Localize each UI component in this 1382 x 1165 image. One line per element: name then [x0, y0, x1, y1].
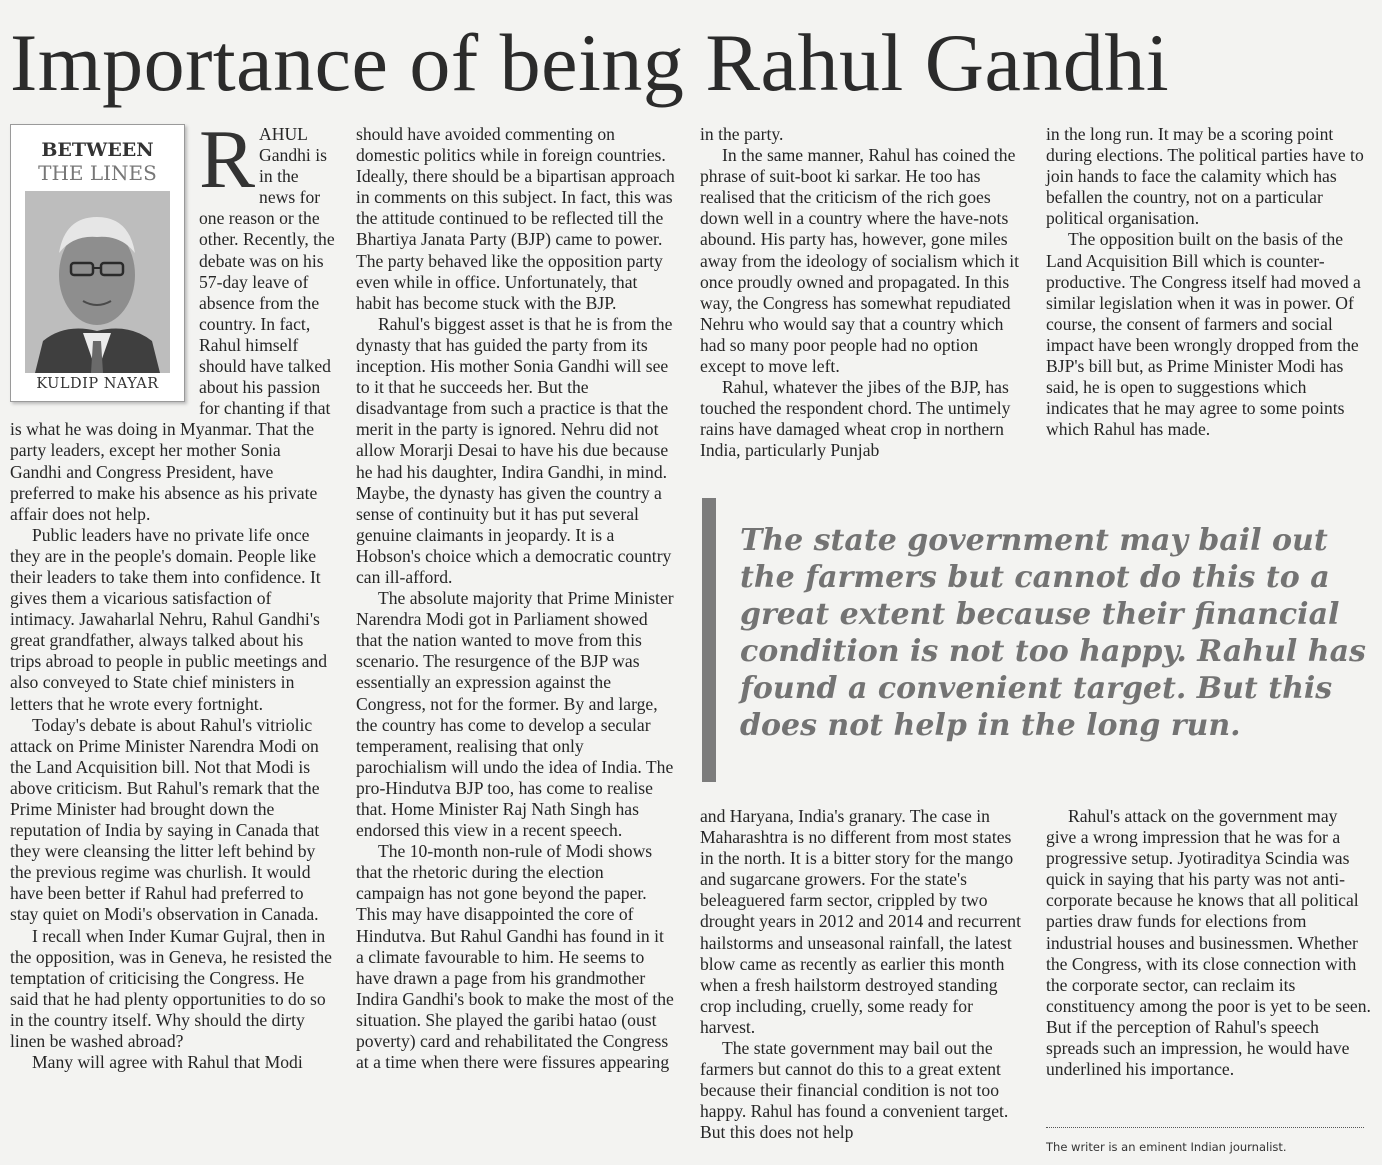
paragraph: AHUL Gandhi is in the news for one reason or the other. Recently, the debate was on his 57-day leave of absence from the country. In fact, Rahul himself should have talked about his passion for chanting if that is what he was doing in Myanmar. That the party leaders, except her mother Sonia Gandhi and Congress President, have preferred to make his absence as his private affair does not help. — [10, 124, 335, 524]
pull-quote-text: The state government may bail out the farmers but cannot do this to a great extent because their financial condition is not too happy. Rahul has found a convenient target. But this does not help in the long run. — [740, 523, 1366, 743]
article-column-3-top — [700, 124, 1028, 462]
author-name: KULDIP NAYAR — [36, 375, 159, 392]
drop-cap: R — [199, 113, 256, 206]
pull-quote-bar — [702, 498, 716, 782]
paragraph: The 10-month non-rule of Modi shows that the rhetoric during the election campaign has not gone beyond the paper. This may have disappointed the core of Hindutva. But Rahul Gandhi has found in it a climate favourable to him. He seems to have drawn a page from his grandmother Indira Gandhi's book to make the most of the situation. She played the garibi hatao (oust poverty) card and rehabilitated the Congress at a time when there were fissures appearing — [356, 841, 674, 1073]
headline: Importance of being Rahul Gandhi — [10, 17, 1170, 108]
paragraph: In the same manner, Rahul has coined the phrase of suit-boot ki sarkar. He too has realised that the criticism of the rich goes down well in a country where the have-nots abound. His party has, however, gone miles away from the ideology of socialism which it once proudly owned and propagated. In this way, the Congress has somewhat repudiated Nehru who would say that a country which had so many poor people had no option except to move left. — [700, 145, 1020, 377]
paragraph: should have avoided commenting on domestic politics while in foreign countries. Ideally, there should be a bipartisan approach in comments on this subject. In fact, this was the attitude continued to be reflected till the Bhartiya Janata Party (BJP) came to power. The party behaved like the opposition party even while in office. Unfortunately, that habit has become stuck with the BJP. — [356, 124, 675, 313]
article-column-4-top — [1046, 124, 1372, 440]
columnist-box — [10, 124, 185, 402]
column-title-line2: THE LINES — [38, 161, 157, 185]
author-portrait-image — [25, 191, 170, 373]
paragraph: Many will agree with Rahul that Modi — [32, 1052, 303, 1073]
paragraph: The state government may bail out the farmers but cannot do this to a great extent because their financial condition is not too happy. Rahul has found a convenient target. But this does not help — [700, 1038, 1009, 1143]
paragraph: in the party. — [700, 124, 784, 144]
article-column-3-bottom — [700, 806, 1028, 1144]
article-column-1 — [10, 113, 336, 1073]
paragraph: I recall when Inder Kumar Gujral, then in the opposition, was in Geneva, he resisted the temptation of criticising the Congress. He said that he had plenty opportunities to do so in the country itself. Why should the dirty linen be washed abroad? — [10, 925, 332, 1052]
paragraph: Public leaders have no private life once they are in the people's domain. People like their leaders to take them into confidence. It gives them a vicarious satisfaction of intimacy. Jawaharlal Nehru, Rahul Gandhi's great grandfather, always talked about his trips abroad to people in public meetings and also conveyed to State chief ministers in letters that he wrote every fortnight. — [10, 524, 328, 714]
author-photo — [25, 191, 170, 373]
paragraph: Rahul's attack on the government may give a wrong impression that he was for a progressive setup. Jyotiraditya Scindia was quick in saying that his party was not anti-corporate because he knows that all political parties draw funds for elections from industrial houses and businessmen. Whether the Congress, with its close connection with the corporate sector, can reclaim its constituency among the poor is yet to be seen. But if the perception of Rahul's speech spreads such an impression, he would have underlined his importance. — [1046, 806, 1371, 1080]
paragraph: Rahul, whatever the jibes of the BJP, has touched the respondent chord. The untimely rains have damaged wheat crop in northern India, particularly Punjab — [700, 377, 1011, 461]
column-title-line1: BETWEEN — [41, 139, 154, 161]
author-credit: The writer is an eminent Indian journalist. — [1046, 1140, 1287, 1154]
paragraph: and Haryana, India's granary. The case in Maharashtra is no different from most states in the north. It is a bitter story for the mango and sugarcane growers. For the state's beleaguered farm sector, crippled by two drought years in 2012 and 2014 and recurrent hailstorms and unseasonal rainfall, the latest blow came as recently as earlier this month when a fresh hailstorm destroyed standing crop including, cruelly, some ready for harvest. — [700, 806, 1021, 1037]
paragraph: The absolute majority that Prime Minister Narendra Modi got in Parliament showed that the nation wanted to move from this scenario. The resurgence of the BJP was essentially an expression against the Congress, not for the former. By and large, the country has come to develop a secular temperament, realising that only parochialism will undo the idea of India. The pro-Hindutva BJP too, has come to realise that. Home Minister Raj Nath Singh has endorsed this view in a recent speech. — [356, 588, 674, 841]
paragraph: Rahul's biggest asset is that he is from the dynasty that has guided the party from its inception. His mother Sonia Gandhi will see to it that he succeeds her. But the disadvantage from such a practice is that the merit in the party is ignored. Nehru did not allow Morarji Desai to have his due because he had his daughter, Indira Gandhi, in mind. Maybe, the dynasty has given the country a sense of continuity but it has put several genuine claimants in jeopardy. It is a Hobson's choice which a democratic country can ill-afford. — [356, 313, 673, 587]
paragraph: The opposition built on the basis of the Land Acquisition Bill which is counter-productive. The Congress itself had moved a similar legislation when it was in power. Of course, the consent of farmers and social impact have been wrongly dropped from the BJP's bill but, as Prime Minister Modi has said, he is open to suggestions which indicates that he may agree to some points which Rahul has made. — [1046, 229, 1361, 440]
article-column-2 — [356, 124, 676, 1073]
article-column-4-bottom — [1046, 806, 1372, 1080]
divider — [1046, 1127, 1364, 1128]
paragraph: in the long run. It may be a scoring point during elections. The political parties have to join hands to face the calamity which has befallen the country, not on a particular political organisation. — [1046, 124, 1364, 229]
pull-quote — [700, 498, 1372, 782]
paragraph: Today's debate is about Rahul's vitriolic attack on Prime Minister Narendra Modi on the Land Acquisition bill. Not that Modi is above criticism. But Rahul's remark that the Prime Minister had brought down the reputation of India by saying in Canada that they were cleansing the litter left behind by the previous regime was churlish. It would have been better if Rahul had preferred to stay quiet on Modi's observation in Canada. — [10, 714, 320, 925]
